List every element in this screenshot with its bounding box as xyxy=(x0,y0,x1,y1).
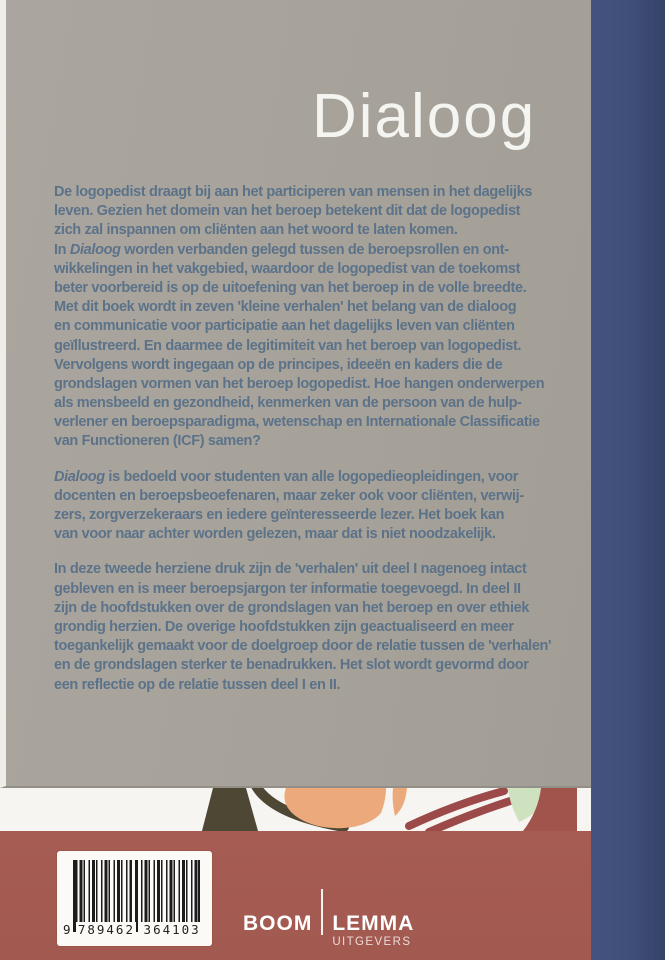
logo-divider-bar xyxy=(321,889,323,935)
text-line: Vervolgens wordt ingegaan op de principes, ideeën en kaders die de xyxy=(54,356,503,373)
barcode-digit-prefix: 9 xyxy=(63,922,71,937)
text-line: leven. Gezien het domein van het beroep betekent dit dat de logopedist xyxy=(54,203,521,220)
text-line: en communicatie voor participatie aan het dagelijks leven van cliënten xyxy=(54,318,515,335)
barcode-digits xyxy=(63,922,202,937)
publisher-band xyxy=(0,831,591,960)
text-line: Met dit boek wordt in zeven 'kleine verhalen' het belang van de dialoog xyxy=(54,299,517,316)
text-line: zijn de hoofdstukken over de grondslagen van het beroep en over ethiek xyxy=(54,599,530,616)
barcode-bars xyxy=(73,860,200,922)
text-line: gebleven en is meer beroepsjargon ter informatie toegevoegd. In deel II xyxy=(54,580,521,597)
paragraph xyxy=(54,468,554,545)
text-line: toegankelijk gemaakt voor de doelgroep door de relatie tussen de 'verhalen' xyxy=(54,638,552,655)
text-line: zers, zorgverzekeraars en iedere geïnteresseerde lezer. Het boek kan xyxy=(54,507,505,523)
text-line: In Dialoog worden verbanden gelegd tussen de beroepsrollen en ont- xyxy=(54,241,509,258)
logo-uitgevers-text: UITGEVERS xyxy=(332,935,412,948)
text-line: beter voorbereid is op de uitoefening van het beroep in de volle breedte. xyxy=(54,279,527,296)
barcode xyxy=(57,851,212,946)
text-line: wikkelingen in het vakgebied, waardoor de logopedist van de toekomst xyxy=(54,260,521,277)
barcode-digits-right: 364103 xyxy=(143,922,201,937)
text-line: van voor naar achter worden gelezen, maar dat is niet noodzakelijk. xyxy=(54,526,496,543)
text-line: en de grondslagen sterker te benadrukken. Het slot wordt gevormd door xyxy=(54,657,529,674)
book-title: Dialoog xyxy=(312,82,537,151)
logo-boom-text: BOOM xyxy=(243,912,313,935)
barcode-digits-left: 789462 xyxy=(77,922,135,937)
paragraph xyxy=(54,560,554,694)
text-line: verlener en beroepsparadigma, wetenschap en Internationale Classificatie xyxy=(54,414,540,431)
logo-lemma-text: LEMMA xyxy=(332,911,415,935)
text-line: zich zal inspannen om cliënten aan het woord te laten komen. xyxy=(54,222,458,239)
text-line: van Functioneren (ICF) samen? xyxy=(54,433,261,450)
illustration-band xyxy=(0,788,591,831)
spine-strip xyxy=(591,0,665,960)
text-line: In deze tweede herziene druk zijn de 'verhalen' uit deel I nagenoeg intact xyxy=(54,561,527,578)
back-cover-text xyxy=(54,183,554,695)
cover-illustration xyxy=(0,788,591,831)
text-line: geïllustreerd. En daarmee de legitimiteit van het beroep van logopedist. xyxy=(54,337,522,354)
text-line: een reflectie op de relatie tussen deel I en II. xyxy=(54,676,341,693)
text-line: als mensbeeld en gezondheid, kenmerken van de persoon van de hulp- xyxy=(54,395,522,412)
paragraph xyxy=(54,183,554,452)
text-line: grondslagen vormen van het beroep logopedist. Hoe hangen onderwerpen xyxy=(54,375,545,392)
publisher-logo xyxy=(243,889,414,948)
text-line: docenten en beroepsbeoefenaren, maar zeker ook voor cliënten, verwij- xyxy=(54,487,524,504)
text-line: Dialoog is bedoeld voor studenten van alle logopedieopleidingen, voor xyxy=(54,468,519,485)
text-line: grondig herzien. De overige hoofdstukken zijn geactualiseerd en meer xyxy=(54,618,514,635)
text-line: De logopedist draagt bij aan het participeren van mensen in het dagelijks xyxy=(54,184,533,200)
